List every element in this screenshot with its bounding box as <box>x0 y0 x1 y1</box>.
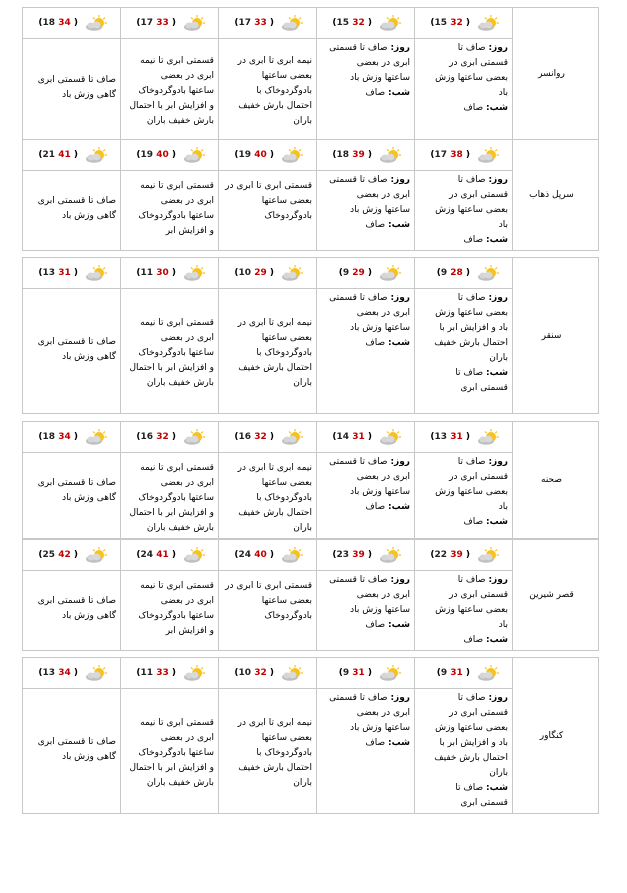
day-temperature-cell <box>219 658 317 689</box>
night-label: شب: <box>388 220 410 230</box>
max-temp: 32 <box>156 432 169 442</box>
day-temperature-cell <box>121 140 219 171</box>
day-description-cell <box>317 689 415 814</box>
partly-cloudy-icon <box>182 428 208 446</box>
day-description-cell <box>121 39 219 140</box>
partly-cloudy-icon <box>280 14 306 32</box>
min-temp: 9 <box>342 268 350 278</box>
min-temp: 16 <box>238 432 252 442</box>
partly-cloudy-icon <box>378 664 404 682</box>
temperature-range: (14 31 ) <box>332 432 372 442</box>
temperature-range: (10 32 ) <box>234 668 274 678</box>
forecast-text: قسمتی ابری تا نیمه ابری در بعضی ساعتها بادوگردوخاک و افزایش ابر <box>138 581 214 636</box>
day-temperature-cell <box>415 258 513 289</box>
temperature-row <box>23 140 599 171</box>
forecast-text: قسمتی ابری تا نیمه ابری در بعضی ساعتها بادوگردوخاک و افزایش ابر با احتمال بارش خفیف باران <box>129 463 214 533</box>
forecast-text: قسمتی ابری تا نیمه ابری در بعضی ساعتها بادوگردوخاک و افزایش ابر با احتمال بارش خفیف باران <box>129 55 214 126</box>
temperature-range: (9 31 ) <box>338 668 372 678</box>
day-temperature-cell <box>23 422 121 453</box>
day-description-cell <box>219 39 317 140</box>
night-forecast-text: صاف <box>365 338 386 348</box>
day-temperature-cell <box>317 8 415 39</box>
day-description-cell <box>23 453 121 539</box>
partly-cloudy-icon <box>84 146 110 164</box>
day-temperature-cell <box>121 540 219 571</box>
min-temp: 17 <box>434 150 448 160</box>
min-temp: 11 <box>140 268 154 278</box>
min-temp: 25 <box>42 550 56 560</box>
temperature-range: (17 33 ) <box>234 18 274 28</box>
day-description-cell <box>23 571 121 651</box>
partly-cloudy-icon <box>182 546 208 564</box>
partly-cloudy-icon <box>378 264 404 282</box>
day-description-cell <box>121 689 219 814</box>
day-temperature-cell <box>23 258 121 289</box>
min-temp: 14 <box>336 432 350 442</box>
day-label: روز: <box>390 457 410 467</box>
max-temp: 34 <box>58 432 71 442</box>
day-forecast-text: صاف تا قسمتی ابری در بعضی ساعتها وزش باد <box>329 693 410 733</box>
temperature-range: (17 38 ) <box>430 150 470 160</box>
day-forecast-text: صاف تا قسمتی ابری در بعضی ساعتها وزش باد <box>329 175 410 215</box>
description-row <box>23 689 599 814</box>
day-forecast-text: صاف تا قسمتی ابری در بعضی ساعتها وزش باد <box>435 575 508 630</box>
max-temp: 33 <box>254 18 267 28</box>
max-temp: 31 <box>352 432 365 442</box>
max-temp: 32 <box>254 668 267 678</box>
day-label: روز: <box>390 575 410 585</box>
min-temp: 24 <box>140 550 154 560</box>
day-description-cell <box>317 571 415 651</box>
forecast-text: نیمه ابری تا ابری در بعضی ساعتها بادوگردوخاک با احتمال بارش خفیف باران <box>237 317 312 388</box>
day-forecast-text: صاف تا قسمتی ابری در بعضی ساعتها وزش باد <box>329 457 410 497</box>
night-forecast-text: صاف <box>365 502 386 512</box>
day-description-cell <box>219 571 317 651</box>
max-temp: 39 <box>352 550 365 560</box>
max-temp: 39 <box>450 550 463 560</box>
city-name-cell <box>513 258 599 414</box>
day-label: روز: <box>488 457 508 467</box>
night-forecast-text: صاف <box>463 103 484 113</box>
partly-cloudy-icon <box>378 14 404 32</box>
day-temperature-cell <box>415 140 513 171</box>
min-temp: 18 <box>336 150 350 160</box>
partly-cloudy-icon <box>182 264 208 282</box>
max-temp: 29 <box>352 268 365 278</box>
description-row <box>23 289 599 414</box>
max-temp: 32 <box>352 18 365 28</box>
max-temp: 34 <box>58 18 71 28</box>
description-row <box>23 39 599 140</box>
partly-cloudy-icon <box>84 546 110 564</box>
min-temp: 21 <box>42 150 56 160</box>
partly-cloudy-icon <box>280 664 306 682</box>
day-description-cell <box>219 689 317 814</box>
temperature-range: (21 41 ) <box>38 150 78 160</box>
temperature-range: (9 29 ) <box>338 268 372 278</box>
day-forecast-text: صاف تا قسمتی ابری در بعضی ساعتها وزش باد و افزایش ابر با احتمال بارش خفیف باران <box>434 693 508 778</box>
day-description-cell <box>317 39 415 140</box>
day-temperature-cell <box>219 8 317 39</box>
city-name-cell <box>513 422 599 539</box>
min-temp: 17 <box>140 18 154 28</box>
day-temperature-cell <box>23 140 121 171</box>
day-description-cell <box>415 571 513 651</box>
night-forecast-text: صاف <box>463 517 484 527</box>
city-forecast-table <box>22 657 599 814</box>
day-temperature-cell <box>121 422 219 453</box>
temperature-range: (13 34 ) <box>38 668 78 678</box>
night-forecast-text: صاف <box>365 620 386 630</box>
max-temp: 32 <box>254 432 267 442</box>
day-description-cell <box>121 571 219 651</box>
day-label: روز: <box>390 293 410 303</box>
day-description-cell <box>121 289 219 414</box>
partly-cloudy-icon <box>378 146 404 164</box>
day-temperature-cell <box>415 540 513 571</box>
temperature-row <box>23 258 599 289</box>
min-temp: 9 <box>440 668 448 678</box>
night-label: شب: <box>486 635 508 645</box>
forecast-text: قسمتی ابری تا نیمه ابری در بعضی ساعتها بادوگردوخاک و افزایش ابر با احتمال بارش خفیف باران <box>129 317 214 388</box>
min-temp: 19 <box>140 150 154 160</box>
temperature-row <box>23 540 599 571</box>
min-temp: 15 <box>336 18 350 28</box>
forecast-text: صاف تا قسمتی ابری گاهی وزش باد <box>37 195 116 221</box>
day-label: روز: <box>390 175 410 185</box>
min-temp: 18 <box>42 18 56 28</box>
max-temp: 40 <box>254 550 267 560</box>
day-label: روز: <box>488 175 508 185</box>
min-temp: 16 <box>140 432 154 442</box>
night-label: شب: <box>388 620 410 630</box>
night-label: شب: <box>388 502 410 512</box>
partly-cloudy-icon <box>476 428 502 446</box>
city-name-cell <box>513 8 599 140</box>
night-label: شب: <box>486 783 508 793</box>
partly-cloudy-icon <box>84 14 110 32</box>
city-forecast-table <box>22 7 599 140</box>
day-forecast-text: صاف تا قسمتی ابری در بعضی ساعتها وزش باد <box>435 457 508 512</box>
city-name-cell <box>513 540 599 651</box>
min-temp: 9 <box>342 668 350 678</box>
temperature-range: (9 28 ) <box>436 268 470 278</box>
night-forecast-text: صاف تا قسمتی ابری <box>455 783 508 808</box>
day-description-cell <box>23 289 121 414</box>
temperature-range: (23 39 ) <box>332 550 372 560</box>
day-temperature-cell <box>121 258 219 289</box>
night-forecast-text: صاف تا قسمتی ابری <box>455 368 508 393</box>
temperature-range: (18 34 ) <box>38 18 78 28</box>
partly-cloudy-icon <box>84 264 110 282</box>
temperature-range: (22 39 ) <box>430 550 470 560</box>
city-name: سرپل ذهاب <box>529 190 574 200</box>
partly-cloudy-icon <box>476 664 502 682</box>
city-forecast-table <box>22 421 599 539</box>
day-temperature-cell <box>219 540 317 571</box>
day-label: روز: <box>488 693 508 703</box>
day-temperature-cell <box>317 422 415 453</box>
min-temp: 13 <box>42 668 56 678</box>
partly-cloudy-icon <box>378 428 404 446</box>
max-temp: 41 <box>156 550 169 560</box>
partly-cloudy-icon <box>280 428 306 446</box>
description-row <box>23 571 599 651</box>
min-temp: 22 <box>434 550 448 560</box>
city-name: سنقر <box>541 330 562 341</box>
partly-cloudy-icon <box>476 14 502 32</box>
min-temp: 17 <box>238 18 252 28</box>
temperature-range: (11 30 ) <box>136 268 176 278</box>
min-temp: 13 <box>42 268 56 278</box>
day-temperature-cell <box>219 258 317 289</box>
day-description-cell <box>415 39 513 140</box>
night-label: شب: <box>486 517 508 527</box>
day-temperature-cell <box>317 258 415 289</box>
temperature-range: (10 29 ) <box>234 268 274 278</box>
forecast-text: قسمتی ابری تا ابری در بعضی ساعتها بادوگردوخاک <box>225 581 312 621</box>
night-label: شب: <box>388 88 410 98</box>
forecast-text: صاف تا قسمتی ابری گاهی وزش باد <box>37 336 116 362</box>
night-forecast-text: صاف <box>365 88 386 98</box>
description-row <box>23 171 599 251</box>
temperature-range: (13 31 ) <box>38 268 78 278</box>
city-forecast-table <box>22 139 599 251</box>
day-temperature-cell <box>121 658 219 689</box>
forecast-text: قسمتی ابری تا ابری در بعضی ساعتها بادوگردوخاک <box>225 181 312 221</box>
min-temp: 13 <box>434 432 448 442</box>
forecast-text: صاف تا قسمتی ابری گاهی وزش باد <box>37 736 116 762</box>
partly-cloudy-icon <box>280 146 306 164</box>
day-temperature-cell <box>415 658 513 689</box>
temperature-range: (18 39 ) <box>332 150 372 160</box>
night-label: شب: <box>486 368 508 378</box>
forecast-text: صاف تا قسمتی ابری گاهی وزش باد <box>37 477 116 503</box>
min-temp: 11 <box>140 668 154 678</box>
partly-cloudy-icon <box>476 546 502 564</box>
max-temp: 31 <box>58 268 71 278</box>
min-temp: 24 <box>238 550 252 560</box>
temperature-range: (17 33 ) <box>136 18 176 28</box>
day-temperature-cell <box>23 540 121 571</box>
day-label: روز: <box>488 43 508 53</box>
max-temp: 33 <box>156 18 169 28</box>
day-temperature-cell <box>317 140 415 171</box>
city-name: قصر شیرین <box>529 590 574 600</box>
city-name-cell <box>513 658 599 814</box>
max-temp: 34 <box>58 668 71 678</box>
max-temp: 30 <box>156 268 169 278</box>
max-temp: 40 <box>254 150 267 160</box>
partly-cloudy-icon <box>182 664 208 682</box>
temperature-range: (24 40 ) <box>234 550 274 560</box>
max-temp: 28 <box>450 268 463 278</box>
day-label: روز: <box>390 43 410 53</box>
min-temp: 18 <box>42 432 56 442</box>
city-forecast-table <box>22 539 599 651</box>
forecast-text: قسمتی ابری تا نیمه ابری در بعضی ساعتها بادوگردوخاک و افزایش ابر با احتمال بارش خفیف باران <box>129 717 214 788</box>
day-label: روز: <box>390 693 410 703</box>
partly-cloudy-icon <box>476 264 502 282</box>
partly-cloudy-icon <box>84 664 110 682</box>
day-forecast-text: صاف تا بعضی ساعتها وزش باد و افزایش ابر با احتمال بارش خفیف باران <box>434 293 508 363</box>
day-forecast-text: صاف تا قسمتی ابری در بعضی ساعتها وزش باد <box>435 43 508 98</box>
partly-cloudy-icon <box>280 264 306 282</box>
night-label: شب: <box>388 338 410 348</box>
max-temp: 31 <box>450 668 463 678</box>
night-forecast-text: صاف <box>463 235 484 245</box>
max-temp: 39 <box>352 150 365 160</box>
min-temp: 23 <box>336 550 350 560</box>
day-description-cell <box>317 171 415 251</box>
day-description-cell <box>415 453 513 539</box>
temperature-range: (9 31 ) <box>436 668 470 678</box>
temperature-range: (11 33 ) <box>136 668 176 678</box>
temperature-range: (18 34 ) <box>38 432 78 442</box>
temperature-range: (19 40 ) <box>234 150 274 160</box>
forecast-text: نیمه ابری تا ابری در بعضی ساعتها بادوگردوخاک با احتمال بارش خفیف باران <box>237 55 312 126</box>
forecast-text: صاف تا قسمتی ابری گاهی وزش باد <box>37 595 116 621</box>
city-name: کنگاور <box>539 730 564 741</box>
temperature-row <box>23 658 599 689</box>
day-label: روز: <box>488 293 508 303</box>
min-temp: 19 <box>238 150 252 160</box>
night-label: شب: <box>486 103 508 113</box>
temperature-range: (19 40 ) <box>136 150 176 160</box>
day-temperature-cell <box>23 8 121 39</box>
day-description-cell <box>415 689 513 814</box>
temperature-range: (15 32 ) <box>430 18 470 28</box>
max-temp: 41 <box>58 150 71 160</box>
day-temperature-cell <box>121 8 219 39</box>
day-description-cell <box>219 289 317 414</box>
day-description-cell <box>317 453 415 539</box>
day-temperature-cell <box>23 658 121 689</box>
day-description-cell <box>415 171 513 251</box>
temperature-range: (13 31 ) <box>430 432 470 442</box>
max-temp: 42 <box>58 550 71 560</box>
night-label: شب: <box>388 738 410 748</box>
min-temp: 10 <box>238 268 252 278</box>
day-description-cell <box>121 171 219 251</box>
max-temp: 32 <box>450 18 463 28</box>
temperature-row <box>23 422 599 453</box>
city-name: روانسر <box>538 68 565 79</box>
min-temp: 10 <box>238 668 252 678</box>
max-temp: 40 <box>156 150 169 160</box>
min-temp: 15 <box>434 18 448 28</box>
day-temperature-cell <box>219 422 317 453</box>
max-temp: 29 <box>254 268 267 278</box>
day-forecast-text: صاف تا قسمتی ابری در بعضی ساعتها وزش باد <box>329 575 410 615</box>
day-forecast-text: صاف تا قسمتی ابری در بعضی ساعتها وزش باد <box>329 43 410 83</box>
partly-cloudy-icon <box>378 546 404 564</box>
max-temp: 31 <box>352 668 365 678</box>
day-temperature-cell <box>219 140 317 171</box>
forecast-text: نیمه ابری تا ابری در بعضی ساعتها بادوگردوخاک با احتمال بارش خفیف باران <box>237 463 312 533</box>
temperature-range: (16 32 ) <box>234 432 274 442</box>
partly-cloudy-icon <box>476 146 502 164</box>
day-temperature-cell <box>317 540 415 571</box>
day-description-cell <box>219 171 317 251</box>
forecast-text: صاف تا قسمتی ابری گاهی وزش باد <box>37 74 116 100</box>
day-description-cell <box>317 289 415 414</box>
forecast-text: قسمتی ابری تا نیمه ابری در بعضی ساعتها بادوگردوخاک و افزایش ابر <box>138 181 214 236</box>
day-description-cell <box>121 453 219 539</box>
day-label: روز: <box>488 575 508 585</box>
day-forecast-text: صاف تا قسمتی ابری در بعضی ساعتها وزش باد <box>329 293 410 333</box>
day-description-cell <box>23 689 121 814</box>
day-description-cell <box>415 289 513 414</box>
partly-cloudy-icon <box>280 546 306 564</box>
day-temperature-cell <box>415 422 513 453</box>
day-description-cell <box>219 453 317 539</box>
day-forecast-text: صاف تا قسمتی ابری در بعضی ساعتها وزش باد <box>435 175 508 230</box>
max-temp: 31 <box>450 432 463 442</box>
partly-cloudy-icon <box>182 146 208 164</box>
max-temp: 33 <box>156 668 169 678</box>
temperature-range: (25 42 ) <box>38 550 78 560</box>
night-forecast-text: صاف <box>365 738 386 748</box>
day-temperature-cell <box>415 8 513 39</box>
min-temp: 9 <box>440 268 448 278</box>
partly-cloudy-icon <box>182 14 208 32</box>
day-description-cell <box>23 39 121 140</box>
city-forecast-table <box>22 257 599 414</box>
city-name-cell <box>513 140 599 251</box>
description-row <box>23 453 599 539</box>
temperature-range: (24 41 ) <box>136 550 176 560</box>
night-forecast-text: صاف <box>463 635 484 645</box>
forecast-text: نیمه ابری تا ابری در بعضی ساعتها بادوگردوخاک با احتمال بارش خفیف باران <box>237 717 312 788</box>
night-forecast-text: صاف <box>365 220 386 230</box>
city-name: صحنه <box>541 475 562 485</box>
partly-cloudy-icon <box>84 428 110 446</box>
day-description-cell <box>23 171 121 251</box>
day-temperature-cell <box>317 658 415 689</box>
night-label: شب: <box>486 235 508 245</box>
temperature-range: (16 32 ) <box>136 432 176 442</box>
temperature-range: (15 32 ) <box>332 18 372 28</box>
max-temp: 38 <box>450 150 463 160</box>
temperature-row <box>23 8 599 39</box>
